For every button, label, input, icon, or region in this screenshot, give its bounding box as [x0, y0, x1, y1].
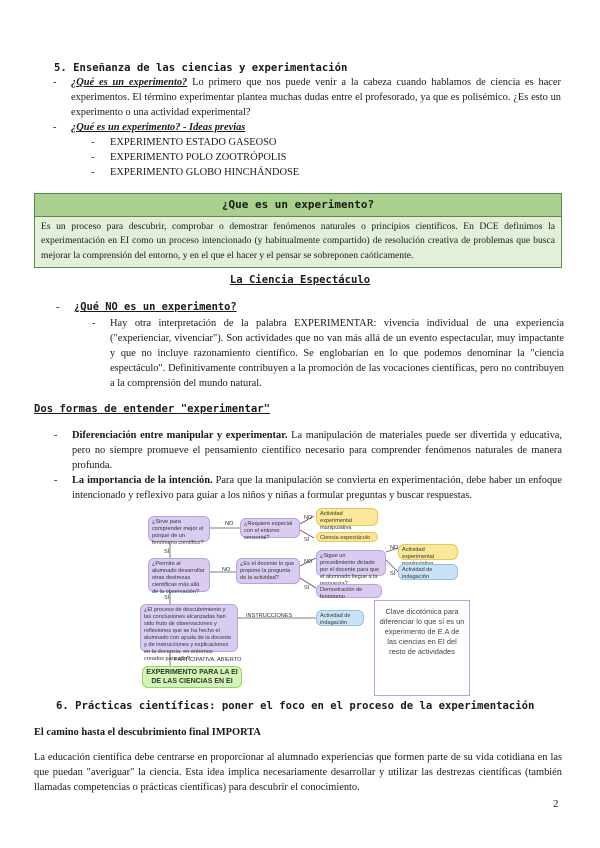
- result-node: Ciencia espectáculo: [316, 532, 378, 542]
- section-6-subheading: El camino hasta el descubrimiento final IMPORTA: [34, 727, 261, 738]
- list-item: - ¿Qué es un experimento? Lo primero que nos puede venir a la cabeza cuando hablamos de ciencia es hacer experimentos. El término experimentar plantea muchas dudas entre el profesorado, ya que es polisémico. ¿Es esto un experimento o una actividad experimental?: [53, 77, 561, 119]
- final-node: EXPERIMENTO PARA LA EI DE LAS CIENCIAS EN EI: [142, 666, 242, 688]
- question-node: ¿Sirve para comprender mejor el porqué de un fenómeno científico?: [148, 516, 210, 542]
- definition-box-title: ¿Que es un experimento?: [35, 194, 561, 217]
- section-6-paragraph: La educación científica debe centrarse en proporcionar al alumnado experiencias que formen parte de su vida cotidiana en las que puedan "averiguar" la ciencia. Esta idea implica necesariamente desarrollar y utilizar las destrezas científicas (también llamadas competencias o prácticas científicas) para descubrir el conocimiento.: [34, 752, 562, 794]
- question-node: ¿Permite al alumnado desarrollar otras destrezas científicas más allá de la observación?: [148, 558, 210, 592]
- section-6-heading: 6. Prácticas científicas: poner el foco en el proceso de la experimentación: [56, 700, 535, 712]
- section-5-heading: 5. Enseñanza de las ciencias y experimentación: [54, 62, 348, 74]
- page-number: 2: [553, 798, 559, 810]
- definition-box: [34, 193, 562, 268]
- result-node: Actividad experimental manipulativa: [316, 508, 378, 526]
- no-experiment-question: - ¿Qué NO es un experimento?: [56, 301, 237, 313]
- ciencia-espectaculo-title: La Ciencia Espectáculo: [229, 274, 371, 286]
- dos-formas-heading: Dos formas de entender "experimentar": [34, 403, 270, 415]
- list-item: - La importancia de la intención. Para que la manipulación se convierta en experimentación, debe haber un enfoque intencionado y reflexivo para guiar a los niños y niñas a formular preguntas y buscar respuestas.: [54, 475, 562, 502]
- list-item: - Diferenciación entre manipular y experimentar. La manipulación de materiales puede ser divertida y educativa, pero no siempre promueve el pensamiento científico necesario para comprender fenómenos naturales de manera profunda.: [54, 430, 562, 472]
- sub-item: - EXPERIMENTO POLO ZOOTRÓPOLIS: [91, 152, 287, 164]
- dos-formas-list: [54, 428, 562, 503]
- question-node: ¿El proceso de descubrimiento y las conclusiones alcanzadas han sido fruto de observaciones y reflexiones que se ha hecho el alumnado con ayuda de la docente y de instrucciones y explicaciones en la docencia, en entornos creados para ello?: [140, 604, 238, 652]
- result-node: Demostración de fenómeno: [316, 584, 382, 598]
- definition-box-body: Es un proceso para descubrir, comprobar o demostrar fenómenos naturales o principios científicos. En DCE definimos la experimentación en EI como un proceso intencionado (y habitualmente compartido) de resolución creativa de problemas que busca mejorar la comprensión del entorno, y en el que el hacer y el pensar se sobreponen caóticamente.: [35, 217, 561, 267]
- item-lead: ¿Qué es un experimento? - Ideas previas: [71, 122, 246, 134]
- flowchart-diagram: ¿Sirve para comprender mejor el porqué de un fenómeno científico? NO ¿Requiere especial con el entorno sensorial? NO Actividad experimental manipulativa SÍ Ciencia espectáculo SÍ ¿Permite al alumnado desarrollar otras destrezas científicas más allá de la observación? NO ¿Es el docente lo que propone la pregunta de la actividad? NO ¿Sigue un procedimiento dictado por el docente para que el alumnado llegue a la NO Actividad experimental SÍ Actividad de indagación SÍ Demostración de fenómeno SÍ ¿El proceso de descubrimiento y las conclusiones alcanzadas han sido fruto de observaciones y reflexiones que se ha hecho el alumnado con ayuda de la docente y de instrucciones y explicaciones en la docencia, en entornos creados para ello? INSTRUCCIONES Actividad de indagación PARTICIPATIVA, ABIERTO EXPERIMENTO PARA LA EI DE LAS CIENCIAS EN EI Clave dicotómica para diferenciar lo que sí es un experimento de E.A de las ciencias en EI del resto de actividades: [130, 506, 560, 696]
- sub-item: - EXPERIMENTO ESTADO GASEOSO: [91, 137, 277, 149]
- section-5-list: [53, 75, 561, 181]
- list-item: - ¿Qué es un experimento? - Ideas previas: [53, 122, 246, 134]
- question-node: ¿Sigue un procedimiento dictado por el docente para que el alumnado llegue a la: [316, 550, 386, 576]
- sub-item: - EXPERIMENTO GLOBO HINCHÁNDOSE: [91, 167, 300, 179]
- result-node: Actividad de indagación: [316, 610, 364, 626]
- no-experiment-description: - Hay otra interpretación de la palabra EXPERIMENTAR: vivencia individual de una experiencia ("experienciar, vivenciar"). Son actividades que no van más allá de un evento espectacular, muy impactante y que no incluye razonamiento científico. Se englobarían en lo que podemos denominar la "ciencia espectáculo". Definitivamente contribuyen a la promoción de las vocaciones científicas, pero no contribuyen a la comprensión del mundo natural.: [92, 318, 564, 390]
- item-lead: ¿Qué es un experimento?: [71, 77, 188, 88]
- item-text: Lo primero que nos puede venir a la cabeza cuando hablamos de ciencia es hacer experimentos. El término experimentar plantea muchas dudas entre el profesorado, ya que es polisémico. ¿Es esto un experimento o una actividad experimental?: [71, 77, 561, 119]
- result-node: Actividad de indagación: [398, 564, 458, 580]
- question-node: ¿Es el docente lo que propone la pregunta de la actividad?: [236, 558, 300, 584]
- question-node: ¿Requiere especial con el entorno sensorial?: [240, 518, 300, 538]
- clave-dicotomica-note: Clave dicotómica para diferenciar lo que sí es un experimento de E.A de las ciencias en EI del resto de actividades: [374, 600, 470, 696]
- result-node: Actividad experimental: [398, 544, 458, 560]
